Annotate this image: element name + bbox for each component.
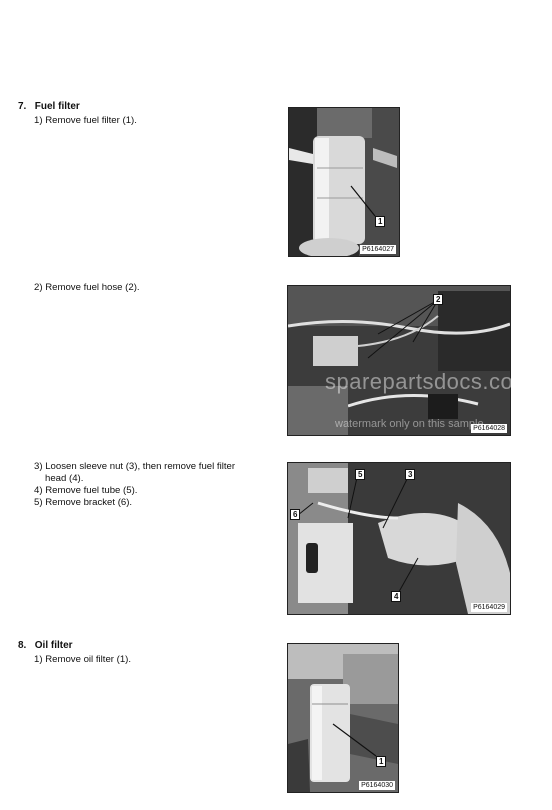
step-remove-bracket: 5) Remove bracket (6). xyxy=(34,497,133,508)
photo-oil-filter xyxy=(287,643,399,793)
callout-6: 6 xyxy=(290,509,300,520)
step-loosen-sleeve-nut xyxy=(34,461,235,485)
callout-5: 5 xyxy=(355,469,365,480)
step-remove-fuel-hose: 2) Remove fuel hose (2). xyxy=(34,282,140,293)
photo-id-label: P6164028 xyxy=(473,425,505,432)
photo-fuel-filter-head xyxy=(287,462,511,615)
step-remove-fuel-filter: 1) Remove fuel filter (1). xyxy=(34,115,137,126)
callout-2: 2 xyxy=(433,294,443,305)
watermark-subtext: watermark only on this sample xyxy=(335,418,484,430)
watermark-text: sparepartsdocs.com xyxy=(325,369,533,394)
section-heading-fuel-filter xyxy=(18,101,80,112)
callout-1: 1 xyxy=(375,216,385,227)
step-remove-fuel-tube: 4) Remove fuel tube (5). xyxy=(34,485,138,496)
section-number: 7. xyxy=(18,101,27,112)
step-loosen-sleeve-nut-line1: 3) Loosen sleeve nut (3), then remove fuel filter xyxy=(34,461,236,472)
fuel-hose-photo-image xyxy=(288,286,510,435)
step-remove-oil-filter: 1) Remove oil filter (1). xyxy=(34,654,132,665)
photo-fuel-filter xyxy=(288,107,400,257)
fuel-filter-photo-image xyxy=(289,108,399,256)
photo-id-label: P6164029 xyxy=(473,604,505,611)
section-title: Fuel filter xyxy=(34,101,80,112)
oil-filter-photo-image xyxy=(288,644,398,792)
photo-id-label: P6164030 xyxy=(361,782,393,789)
callout-3: 3 xyxy=(405,469,415,480)
callout-4: 4 xyxy=(391,591,401,602)
section-heading-oil-filter xyxy=(18,640,73,651)
callout-1: 1 xyxy=(376,756,386,767)
photo-id-label: P6164027 xyxy=(362,246,394,253)
section-number: 8. xyxy=(18,640,27,651)
photo-fuel-hose xyxy=(287,285,511,436)
step-loosen-sleeve-nut-line2: head (4). xyxy=(45,473,84,484)
section-title: Oil filter xyxy=(34,640,73,651)
